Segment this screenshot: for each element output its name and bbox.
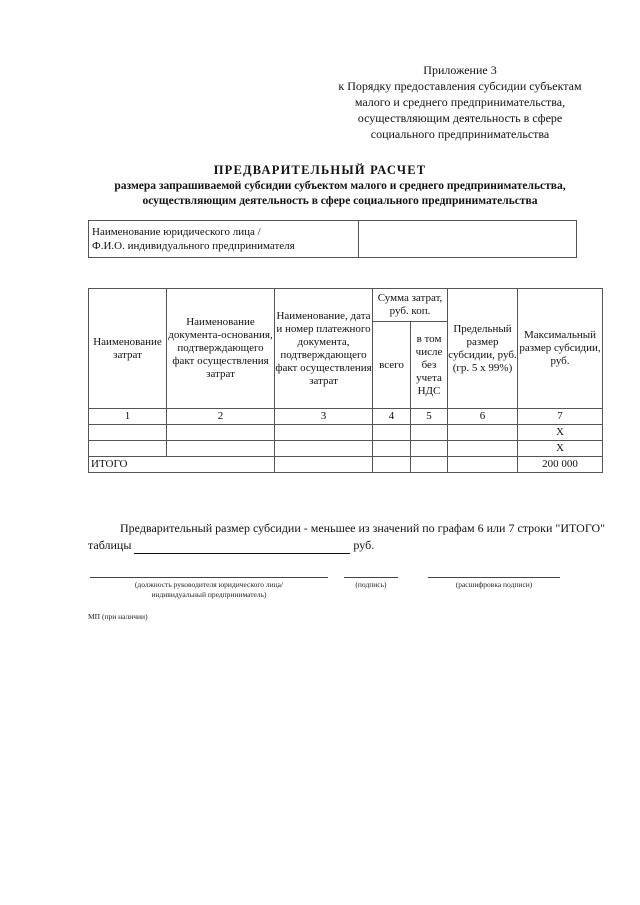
- table-cell[interactable]: [448, 441, 518, 457]
- appendix-header: [300, 62, 620, 142]
- column-number: 6: [448, 409, 518, 425]
- table-cell[interactable]: [275, 441, 373, 457]
- appendix-line-5: социального предпринимательства: [370, 127, 550, 141]
- table-cell[interactable]: [167, 441, 275, 457]
- appendix-line-2: к Порядку предоставления субсидии субъектам: [338, 79, 582, 93]
- appendix-line-1: Приложение 3: [423, 63, 497, 77]
- applicant-name-label: [89, 221, 359, 258]
- column-number: 7: [518, 409, 603, 425]
- table-cell[interactable]: [373, 425, 411, 441]
- table-cell[interactable]: [373, 441, 411, 457]
- table-cell[interactable]: [448, 425, 518, 441]
- table-cell[interactable]: [373, 457, 411, 473]
- position-caption-line-2: индивидуальный предприниматель): [151, 590, 267, 599]
- note-suffix: руб.: [353, 538, 375, 552]
- table-cell[interactable]: [89, 425, 167, 441]
- subsidy-amount-field[interactable]: [134, 541, 350, 554]
- document-title: ПРЕДВАРИТЕЛЬНЫЙ РАСЧЕТ: [213, 163, 427, 177]
- subtitle-line-2: осуществляющим деятельность в сфере социального предпринимательства: [142, 195, 538, 207]
- note-line-2: [88, 537, 608, 554]
- total-label: ИТОГО: [89, 457, 275, 473]
- table-cell[interactable]: [411, 425, 448, 441]
- total-max-subsidy: 200 000: [518, 457, 603, 473]
- column-number: 1: [89, 409, 167, 425]
- header-max-subsidy: Максимальный размер субсидии, руб.: [518, 289, 603, 409]
- table-cell[interactable]: [411, 457, 448, 473]
- column-numbers-row: [89, 409, 603, 425]
- decoding-caption: (расшифровка подписи): [455, 580, 533, 589]
- header-limit-subsidy: Предельный размер субсидии, руб. (гр. 5 х 99%): [448, 289, 518, 409]
- table-cell-max: Х: [518, 441, 603, 457]
- header-basis-document: Наименование документа-основания, подтверждающего факт осуществления затрат: [167, 289, 275, 409]
- appendix-line-3: малого и среднего предпринимательства,: [354, 95, 566, 109]
- header-cost-sum-group: Сумма затрат, руб. коп.: [373, 289, 448, 322]
- header-excl-vat: в том числе без учета НДС: [411, 322, 448, 409]
- column-number: 3: [275, 409, 373, 425]
- header-payment-document: Наименование, дата и номер платежного документа, подтверждающего факт осуществления затрат: [275, 289, 373, 409]
- table-cell[interactable]: [167, 425, 275, 441]
- table-cell[interactable]: [411, 441, 448, 457]
- position-signature-line[interactable]: [90, 577, 328, 578]
- applicant-name-value[interactable]: [359, 221, 577, 258]
- table-cell[interactable]: [89, 441, 167, 457]
- signature-caption: (подпись): [355, 580, 387, 589]
- table-cell[interactable]: [275, 457, 373, 473]
- applicant-label-line-2: Ф.И.О. индивидуального предпринимателя: [92, 240, 295, 252]
- table-row: [89, 441, 603, 457]
- header-total: всего: [373, 322, 411, 409]
- note-prefix: таблицы: [88, 538, 132, 552]
- header-cost-name: Наименование затрат: [89, 289, 167, 409]
- position-caption-line-1: (должность руководителя юридического лица/: [134, 580, 284, 589]
- appendix-line-4: осуществляющим деятельность в сфере: [357, 111, 563, 125]
- preliminary-note: [88, 520, 608, 554]
- subtitle-line-1: размера запрашиваемой субсидии субъектом малого и среднего предпринимательства,: [114, 180, 566, 192]
- total-row: [89, 457, 603, 473]
- note-line-1: Предварительный размер субсидии - меньшее из значений по графам 6 или 7 строки "ИТОГО": [120, 521, 606, 535]
- applicant-label-line-1: Наименование юридического лица /: [92, 226, 261, 238]
- column-number: 5: [411, 409, 448, 425]
- column-number: 4: [373, 409, 411, 425]
- position-caption: [90, 580, 328, 600]
- decoding-line[interactable]: [428, 577, 560, 578]
- table-cell[interactable]: [448, 457, 518, 473]
- document-subtitle: [80, 179, 600, 209]
- applicant-name-table: [88, 220, 577, 258]
- table-row: [89, 425, 603, 441]
- costs-table: [88, 288, 603, 473]
- table-cell-max: Х: [518, 425, 603, 441]
- stamp-place: МП (при наличии): [88, 612, 148, 621]
- table-cell[interactable]: [275, 425, 373, 441]
- column-number: 2: [167, 409, 275, 425]
- signature-line[interactable]: [344, 577, 398, 578]
